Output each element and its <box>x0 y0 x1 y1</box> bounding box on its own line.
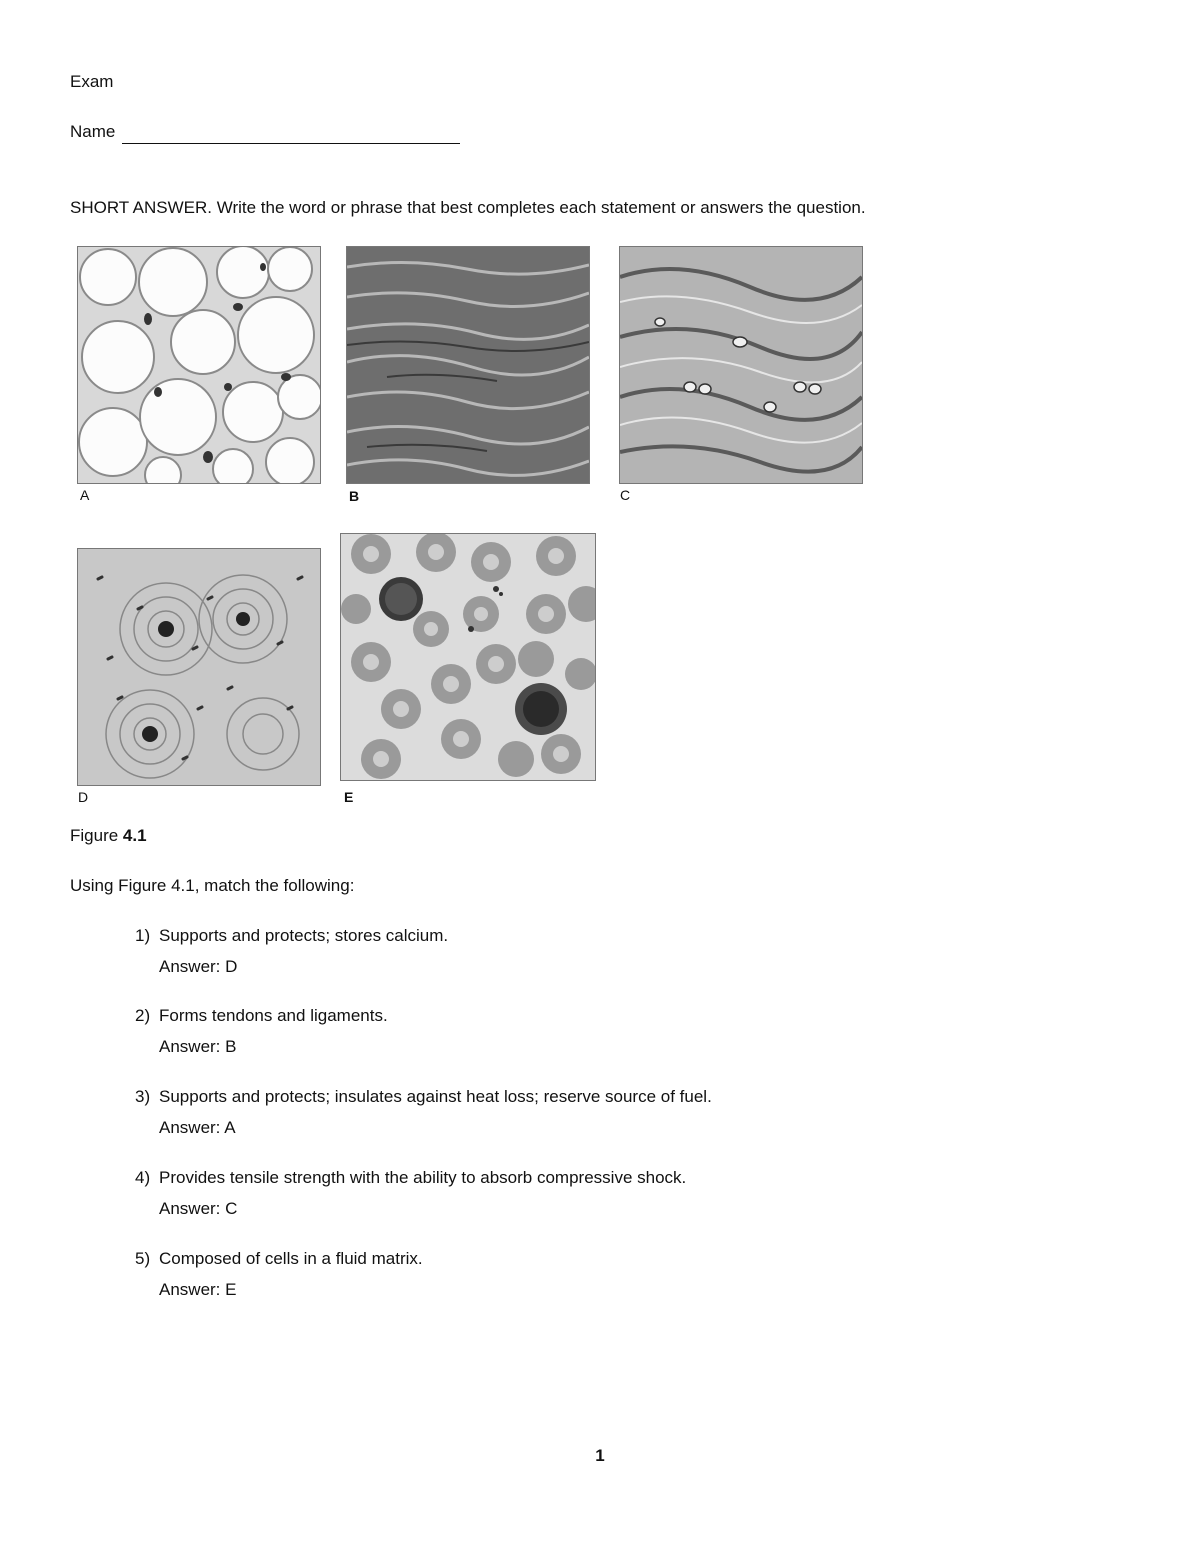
question-1-number: 1) <box>135 926 151 945</box>
question-3-text: Supports and protects; insulates against heat loss; reserve source of fuel. <box>159 1087 712 1106</box>
matching-prompt: Using Figure 4.1, match the following: <box>70 876 355 895</box>
question-2-number: 2) <box>135 1006 151 1025</box>
micrograph-d <box>77 548 321 786</box>
name-blank-line <box>122 143 460 144</box>
micrograph-b-label: B <box>349 488 360 504</box>
micrograph-c-label: C <box>620 487 631 503</box>
question-5-text: Composed of cells in a fluid matrix. <box>159 1249 423 1268</box>
question-3-answer: Answer: A <box>159 1118 236 1137</box>
page-number: 1 <box>595 1446 605 1465</box>
question-3-number: 3) <box>135 1087 151 1106</box>
figure-caption <box>70 826 147 846</box>
name-label: Name <box>70 122 116 141</box>
question-1-answer: Answer: D <box>159 957 238 976</box>
exam-title: Exam <box>70 72 114 91</box>
question-4-number: 4) <box>135 1168 151 1187</box>
micrograph-a <box>77 246 321 484</box>
figure-caption-number: 4.1 <box>122 826 147 845</box>
instructions: SHORT ANSWER. Write the word or phrase that best completes each statement or answers the question. <box>70 198 866 217</box>
micrograph-b <box>346 246 590 484</box>
question-4-answer: Answer: C <box>159 1199 238 1218</box>
micrograph-e <box>340 533 596 781</box>
question-5-number: 5) <box>135 1249 151 1268</box>
figure-caption-prefix: Figure <box>70 826 123 845</box>
micrograph-a-label: A <box>80 487 90 503</box>
micrograph-e-label: E <box>344 789 354 805</box>
question-5-answer: Answer: E <box>159 1280 237 1299</box>
micrograph-c <box>619 246 863 484</box>
micrograph-d-label: D <box>78 789 89 805</box>
question-4-text: Provides tensile strength with the ability to absorb compressive shock. <box>159 1168 687 1187</box>
question-2-answer: Answer: B <box>159 1037 237 1056</box>
question-2-text: Forms tendons and ligaments. <box>159 1006 388 1025</box>
question-1-text: Supports and protects; stores calcium. <box>159 926 449 945</box>
